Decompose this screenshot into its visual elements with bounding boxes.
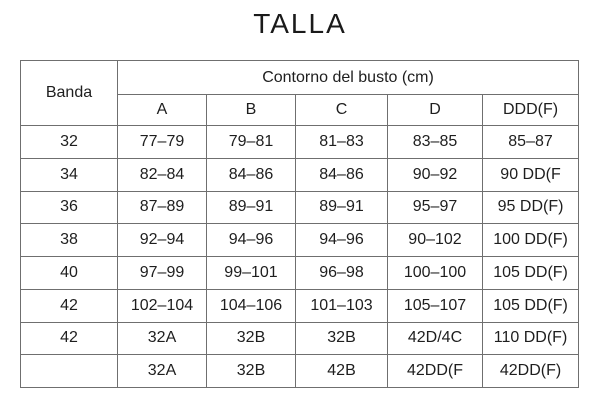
table-row xyxy=(21,257,579,290)
table-cell: 32B xyxy=(207,322,296,355)
table-cell: 102–104 xyxy=(118,289,207,322)
table-row xyxy=(21,322,579,355)
table-cell: 105 DD(F) xyxy=(483,257,579,290)
table-cell: 85–87 xyxy=(483,126,579,159)
table-cell: 90–92 xyxy=(388,158,483,191)
table-cell: 96–98 xyxy=(296,257,388,290)
table-cell: 89–91 xyxy=(296,191,388,224)
table-row xyxy=(21,158,579,191)
page-title: TALLA xyxy=(253,8,347,39)
header-row-group xyxy=(21,61,579,95)
table-cell: 32B xyxy=(207,355,296,388)
table-cell: 42D/4C xyxy=(388,322,483,355)
table-cell: 100 DD(F) xyxy=(483,224,579,257)
band-cell xyxy=(21,355,118,388)
size-table xyxy=(20,60,579,388)
band-cell: 40 xyxy=(21,257,118,290)
table-cell: 79–81 xyxy=(207,126,296,159)
table-cell: 110 DD(F) xyxy=(483,322,579,355)
table-cell: 89–91 xyxy=(207,191,296,224)
table-cell: 90–102 xyxy=(388,224,483,257)
band-cell: 42 xyxy=(21,322,118,355)
table-row xyxy=(21,126,579,159)
table-cell: 94–96 xyxy=(207,224,296,257)
table-cell: 82–84 xyxy=(118,158,207,191)
table-cell: 87–89 xyxy=(118,191,207,224)
table-cell: 92–94 xyxy=(118,224,207,257)
table-row xyxy=(21,289,579,322)
table-cell: 32A xyxy=(118,355,207,388)
band-cell: 42 xyxy=(21,289,118,322)
cup-header: C xyxy=(296,95,388,126)
table-cell: 42DD(F xyxy=(388,355,483,388)
table-cell: 84–86 xyxy=(296,158,388,191)
table-cell: 101–103 xyxy=(296,289,388,322)
cup-header: B xyxy=(207,95,296,126)
table-cell: 99–101 xyxy=(207,257,296,290)
table-cell: 42DD(F) xyxy=(483,355,579,388)
table-row xyxy=(21,224,579,257)
table-cell: 32A xyxy=(118,322,207,355)
table-cell: 95–97 xyxy=(388,191,483,224)
bust-circumference-header: Contorno del busto (cm) xyxy=(118,61,579,95)
table-cell: 94–96 xyxy=(296,224,388,257)
table-row xyxy=(21,191,579,224)
cup-header: DDD(F) xyxy=(483,95,579,126)
table-row xyxy=(21,355,579,388)
table-cell: 84–86 xyxy=(207,158,296,191)
band-cell: 36 xyxy=(21,191,118,224)
table-cell: 105–107 xyxy=(388,289,483,322)
table-cell: 83–85 xyxy=(388,126,483,159)
table-cell: 104–106 xyxy=(207,289,296,322)
table-cell: 97–99 xyxy=(118,257,207,290)
table-cell: 90 DD(F xyxy=(483,158,579,191)
table-cell: 100–100 xyxy=(388,257,483,290)
table-cell: 77–79 xyxy=(118,126,207,159)
cup-header: A xyxy=(118,95,207,126)
cup-header: D xyxy=(388,95,483,126)
table-cell: 95 DD(F) xyxy=(483,191,579,224)
table-cell: 105 DD(F) xyxy=(483,289,579,322)
band-cell: 34 xyxy=(21,158,118,191)
table-cell: 81–83 xyxy=(296,126,388,159)
table-cell: 32B xyxy=(296,322,388,355)
table-cell: 42B xyxy=(296,355,388,388)
band-cell: 38 xyxy=(21,224,118,257)
band-header: Banda xyxy=(21,61,118,126)
band-cell: 32 xyxy=(21,126,118,159)
